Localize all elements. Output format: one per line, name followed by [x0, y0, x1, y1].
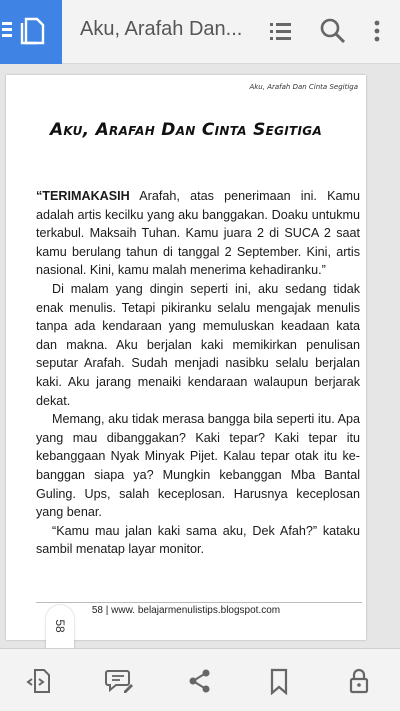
page-number-tab[interactable]	[46, 605, 74, 649]
top-app-bar	[0, 0, 400, 64]
paragraph: Di malam yang dingin seperti ini, aku sedang tidak enak menulis. Tetapi pikiranku selalu mengajak menulis tanpa ada kendaraan yang memuluskan keadaan kata dan makna. Aku berjalan kaki memikirkan penulisan seputar Arafah. Sudah menjadi nasibku selalu berjalan kaki. Aku jarang menaiki kendaraan walaupun berjarak dekat.	[36, 281, 360, 408]
running-header: Aku, Arafah Dan Cinta Segitiga	[249, 83, 358, 91]
document-icon	[18, 16, 46, 46]
scroll-area	[366, 64, 400, 648]
document-title: Aku, Arafah Dan...	[80, 18, 243, 40]
body-text	[36, 187, 360, 559]
menu-icon	[2, 22, 12, 40]
page-footer: 58 | www. belajarmenulistips.blogspot.com	[91, 605, 281, 616]
book-page[interactable]	[6, 75, 366, 640]
search-icon[interactable]	[318, 16, 348, 46]
footer-divider	[36, 602, 362, 603]
bookmark-icon[interactable]	[264, 667, 294, 695]
paragraph: “Kamu mau jalan kaki sama aku, Dek Afah?” kataku sambil menatap layar monitor.	[36, 523, 360, 557]
page-navigation-icon[interactable]	[26, 667, 56, 695]
paragraph: Memang, aku tidak merasa bangga bila seperti itu. Apa yang mau dibanggakan? Kaki tepar? Kaki tepar itu kebanggaan Nyak Minyak Pijet. Kalau tepar otak itu kebanggan siapa ya? Mungkin kebanggan Mba Bantal Guling. Ups, salah keceplosan. Harusnya keceplosan yang benar.	[36, 412, 360, 520]
annotate-comment-icon[interactable]	[104, 667, 134, 695]
paragraph	[36, 187, 360, 280]
chapter-title: Aku, Arafah Dan Cinta Segitiga	[49, 120, 323, 140]
paragraph-text: Arafah, atas penerimaan ini. Kamu adalah artis kecilku yang aku banggakan. Doaku untukmu terkabul. Maksaih Tuhan. Kamu juara 2 di SUCA 2 saat kamu berulang tahun di tanggal 2 September. Kini, artis nasional. Kini, kamu malah menerima kehadiranku.”	[36, 189, 360, 278]
lock-icon[interactable]	[344, 667, 374, 695]
opening-word: “TERIMAKASIH	[36, 189, 130, 203]
page-number: 58	[53, 619, 67, 633]
more-vert-icon[interactable]	[364, 16, 390, 46]
list-icon[interactable]	[266, 16, 296, 46]
bottom-toolbar	[0, 648, 400, 711]
navigation-drawer-button[interactable]	[0, 0, 62, 64]
share-icon[interactable]	[185, 667, 215, 695]
